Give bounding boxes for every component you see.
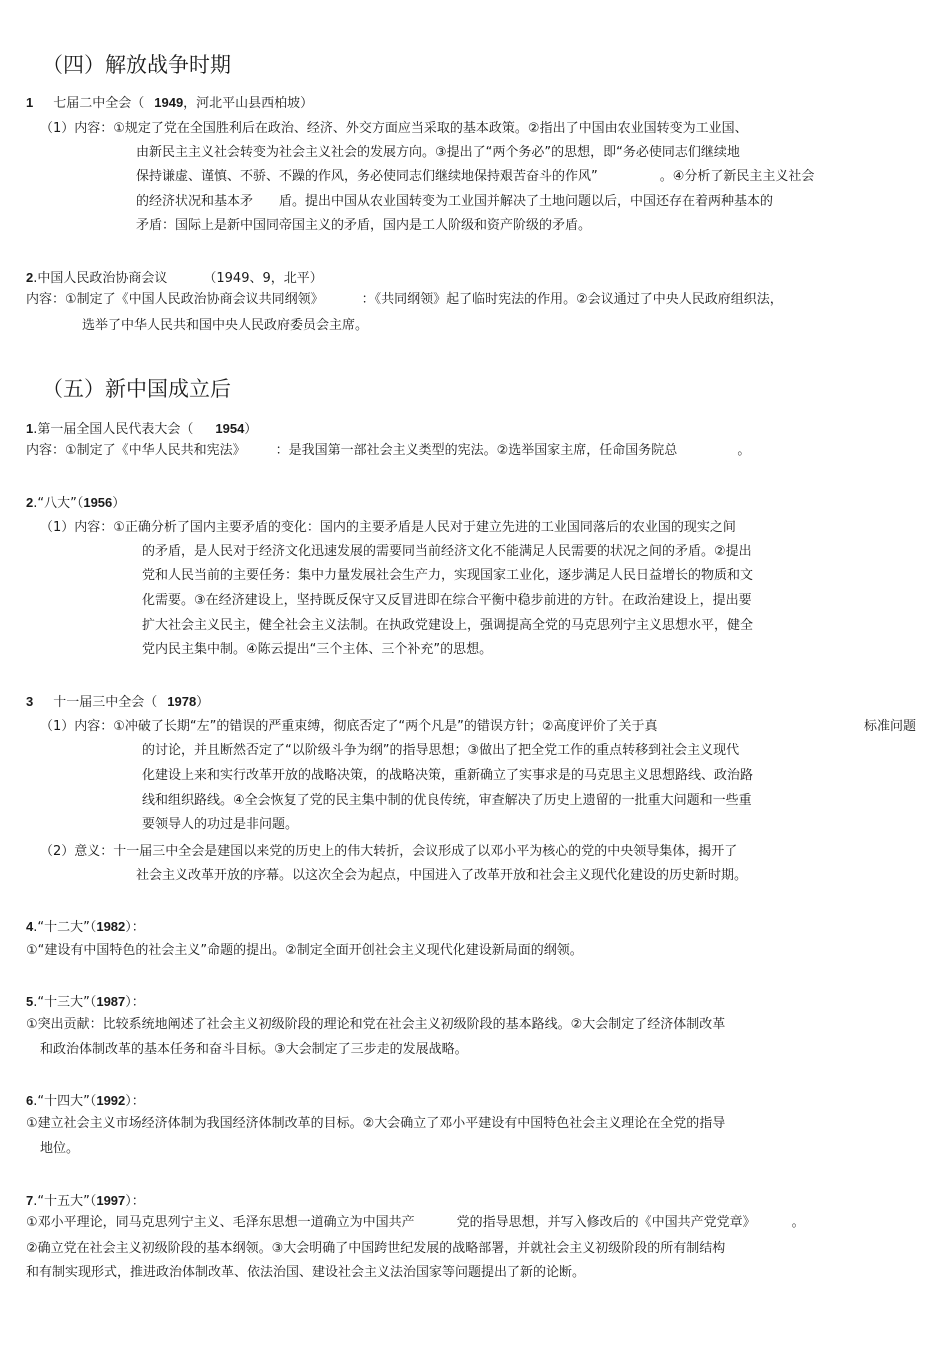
text-fragment: 。④分析了新民主主义社会	[659, 169, 815, 184]
item-title: .“十三大”（	[33, 995, 97, 1010]
item-year: 1987	[96, 994, 126, 1009]
item-close: ）	[244, 422, 258, 437]
body-line: （1）内容：①规定了党在全国胜利后在政治、经济、外交方面应当采取的基本政策。②指出了中国由农业国转变为工业国、	[40, 121, 748, 136]
item-heading	[26, 918, 145, 937]
body-line	[26, 442, 750, 460]
item-number: 5	[26, 994, 34, 1009]
body-line	[26, 1214, 805, 1232]
body-line: 标准问题	[864, 719, 917, 734]
body-line: ①建立社会主义市场经济体制为我国经济体制改革的目标。②大会确立了邓小平建设有中国特色社会主义理论在全党的指导	[26, 1116, 726, 1131]
item-year: 1997	[96, 1193, 126, 1208]
item-year: 1978	[167, 694, 197, 709]
body-line: 线和组织路线。④全会恢复了党的民主集中制的优良传统，审查解决了历史上遗留的一批重大问题和一些重	[142, 793, 752, 808]
section-title-4: （四）解放战争时期	[42, 53, 231, 77]
section-title-5: （五）新中国成立后	[42, 377, 231, 401]
body-line: ①突出贡献：比较系统地阐述了社会主义初级阶段的理论和党在社会主义初级阶段的基本路线。②大会制定了经济体制改革	[26, 1017, 726, 1032]
body-line: 地位。	[40, 1141, 80, 1156]
text-fragment: 内容：①制定了《中华人民共和宪法》	[26, 443, 246, 458]
item-meta: （1949、9，北平）	[203, 271, 323, 286]
item-close: ）：	[125, 1194, 145, 1209]
item-title: .“十二大”（	[33, 920, 97, 935]
body-line: （2）意义：十一届三中全会是建国以来党的历史上的伟大转折，会议形成了以邓小平为核心的党的中央领导集体，揭开了	[40, 844, 738, 859]
body-line: 化需要。③在经济建设上，坚持既反保守又反冒进即在综合平衡中稳步前进的方针。在政治建设上，提出要	[142, 593, 752, 608]
item-year: 1956	[83, 495, 113, 510]
item-close: ）：	[125, 995, 145, 1010]
text-fragment: ：是我国第一部社会主义类型的宪法。②选举国家主席，任命国务院总	[275, 443, 678, 458]
item-number: 4	[26, 919, 34, 934]
item-title: .“八大”（	[33, 496, 84, 511]
item-close: ）	[196, 695, 210, 710]
body-line: （1）内容：①正确分析了国内主要矛盾的变化：国内的主要矛盾是人民对于建立先进的工业国同落后的农业国的现实之间	[40, 520, 736, 535]
body-line: 矛盾：国际上是新中国同帝国主义的矛盾，国内是工人阶级和资产阶级的矛盾。	[136, 218, 592, 233]
text-fragment: 。	[791, 1215, 805, 1230]
item-number: 6	[26, 1093, 34, 1108]
item-number: 7	[26, 1193, 34, 1208]
item-number: 3	[26, 694, 34, 709]
item-heading	[26, 1192, 145, 1211]
body-line: 党和人民当前的主要任务：集中力量发展社会生产力，实现国家工业化，逐步满足人民日益增长的物质和文	[142, 568, 754, 583]
item-title: 十一届三中全会（	[53, 695, 158, 710]
body-line: 的讨论，并且断然否定了“以阶级斗争为纲”的指导思想；③做出了把全党工作的重点转移到社会主义现代	[142, 743, 740, 758]
item-title: .中国人民政治协商会议	[33, 271, 168, 286]
text-fragment: 。	[737, 443, 751, 458]
body-line	[136, 193, 773, 211]
item-number: 1	[26, 421, 34, 436]
item-heading	[26, 420, 257, 439]
item-year: 1954	[215, 421, 245, 436]
body-line: 由新民主主义社会转变为社会主义社会的发展方向。③提出了“两个务必”的思想，即“务必使同志们继续地	[136, 145, 740, 160]
body-line: 化建设上来和实行改革开放的战略决策，的战略决策，重新确立了实事求是的马克思主义思想路线、政治路	[142, 768, 754, 783]
text-fragment: 党的指导思想，并写入修改后的《中国共产党党章》	[456, 1215, 756, 1230]
item-title: .第一届全国人民代表大会（	[33, 422, 194, 437]
body-line: ①“建设有中国特色的社会主义”命题的提出。②制定全面开创社会主义现代化建设新局面的纲领。	[26, 943, 583, 958]
text-fragment: 内容：①制定了《中国人民政治协商会议共同纲领》	[26, 292, 324, 307]
body-line	[136, 168, 814, 186]
body-line: 党内民主集中制。④陈云提出“三个主体、三个补充”的思想。	[142, 642, 493, 657]
body-line: 和政治体制改革的基本任务和奋斗目标。③大会制定了三步走的发展战略。	[40, 1042, 468, 1057]
text-fragment: 保持谦虚、谨慎、不骄、不躁的作风，务必使同志们继续地保持艰苦奋斗的作风”	[136, 169, 598, 184]
item-close: ）：	[125, 920, 145, 935]
body-line: （1）内容：①冲破了长期“左”的错误的严重束缚，彻底否定了“两个凡是”的错误方针；②高度评价了关于真	[40, 719, 658, 734]
body-line: 的矛盾，是人民对于经济文化迅速发展的需要同当前经济文化不能满足人民需要的状况之间的矛盾。②提出	[142, 544, 752, 559]
item-heading	[26, 94, 313, 113]
text-fragment: ①邓小平理论，同马克思列宁主义、毛泽东思想一道确立为中国共产	[26, 1215, 415, 1230]
body-line: 选举了中华人民共和国中央人民政府委员会主席。	[82, 318, 369, 333]
body-line: 和有制实现形式，推进政治体制改革、依法治国、建设社会主义法治国家等问题提出了新的论断。	[26, 1265, 586, 1280]
item-number: 2	[26, 495, 34, 510]
item-heading	[26, 1092, 145, 1111]
item-number: 1	[26, 95, 34, 110]
item-year: 1949	[154, 95, 184, 110]
text-fragment: ：《共同纲领》起了临时宪法的作用。②会议通过了中央人民政府组织法，	[361, 292, 783, 307]
body-line	[26, 291, 783, 309]
item-heading	[26, 693, 209, 712]
text-fragment: 盾。提出中国从农业国转变为工业国并解决了土地问题以后，中国还存在着两种基本的	[279, 194, 774, 209]
body-line: 要领导人的功过是非问题。	[142, 817, 299, 832]
item-title: .“十五大”（	[33, 1194, 97, 1209]
item-year: 1982	[96, 919, 126, 934]
item-heading	[26, 993, 145, 1012]
item-place: ，河北平山县西柏坡）	[183, 96, 314, 111]
item-year: 1992	[96, 1093, 126, 1108]
item-heading	[26, 494, 125, 513]
item-title: 七届二中全会（	[53, 96, 145, 111]
item-number: 2	[26, 270, 34, 285]
item-close: ）	[112, 496, 126, 511]
item-title: .“十四大”（	[33, 1094, 97, 1109]
body-line: 扩大社会主义民主，健全社会主义法制。在执政党建设上，强调提高全党的马克思列宁主义思想水平，健全	[142, 618, 754, 633]
item-close: ）：	[125, 1094, 145, 1109]
body-line: ②确立党在社会主义初级阶段的基本纲领。③大会明确了中国跨世纪发展的战略部署，并就社会主义初级阶段的所有制结构	[26, 1241, 726, 1256]
item-heading	[26, 269, 323, 288]
body-line: 社会主义改革开放的序幕。以这次全会为起点，中国进入了改革开放和社会主义现代化建设的历史新时期。	[136, 868, 748, 883]
text-fragment: 的经济状况和基本矛	[136, 194, 254, 209]
